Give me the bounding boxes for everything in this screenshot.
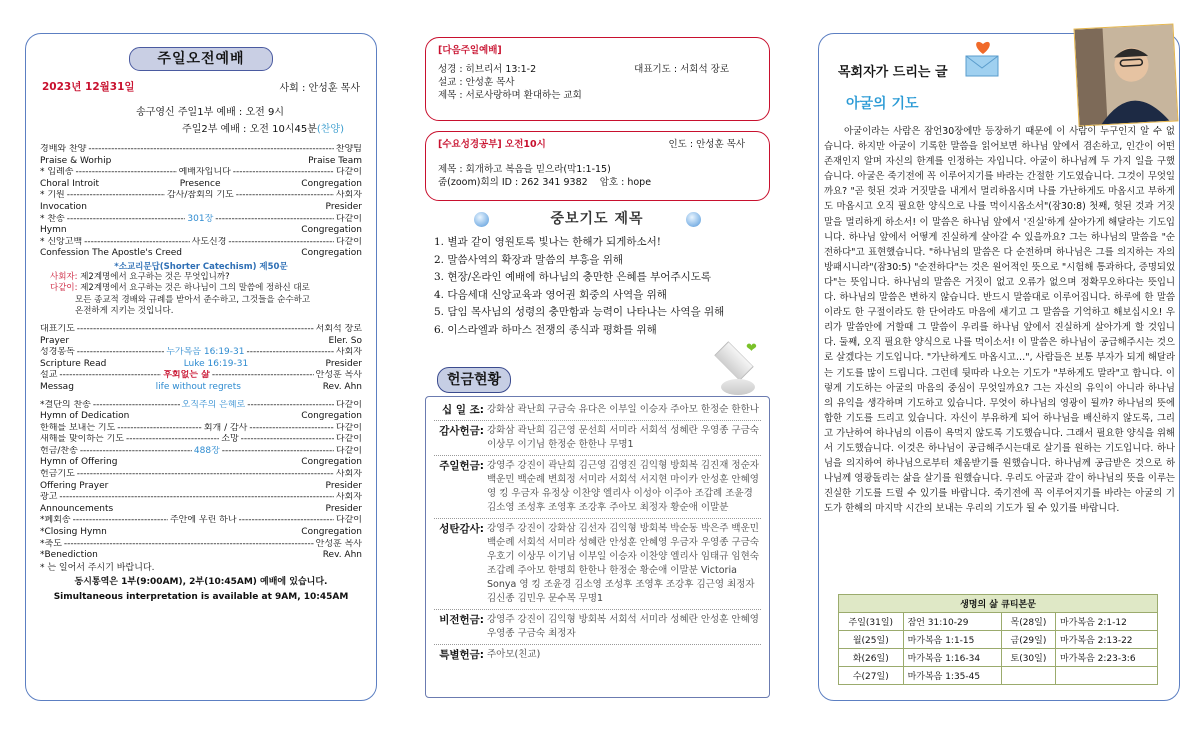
next-prayer: 대표기도 : 서회석 장로: [634, 64, 729, 75]
order-row-english: Choral Introit Presence Congregation: [40, 178, 362, 189]
order-row: 광고 ----- 사회자: [40, 492, 362, 504]
order-row-english: Praise & Worhip Praise Team: [40, 155, 362, 166]
intercession-list: [434, 234, 774, 339]
order-of-worship-part2: [40, 324, 362, 394]
offering-group: 십 일 조: 강화삼 곽난희 구금숙 유다은 이부일 이승자 주아모 한정순 한한나: [434, 400, 761, 421]
qt-table: [838, 594, 1158, 685]
order-row: 헌금기도 ----- 사회자: [40, 469, 362, 481]
answer-label: 다같이:: [50, 283, 78, 294]
bubble-icon-right: [686, 212, 701, 227]
intercession-item: 1. 별과 같이 영원토록 빛나는 한해가 되게하소서!: [434, 236, 661, 248]
qt-header: 생명의 삶 큐티본문: [839, 595, 1158, 613]
service-1-time: 송구영신 주일1부 예배 : 오전 9시: [136, 107, 284, 118]
date-row: [40, 79, 362, 94]
oval-decoration-icon: [721, 379, 755, 395]
interpretation-ko: 동시통역은 1부(9:00AM), 2부(10:45AM) 예배에 있습니다.: [74, 576, 328, 587]
offering-group: 특별헌금: 주아모(친교): [439, 649, 541, 661]
order-row: 경배와 찬양 ----- 찬양팀: [40, 144, 362, 156]
order-of-worship-part1: [40, 144, 362, 260]
qt-row: 월(25일) 마가복음 1:1-15 금(29일) 마가복음 2:13-22: [839, 631, 1158, 649]
order-row: 성경봉독 ----- 누가복음 16:19-31 ----- 사회자: [40, 347, 362, 359]
next-topic: 제목 : 서로사랑하며 환대하는 교회: [438, 90, 582, 101]
offering-group: 비전헌금: 강영주 강진이 김익형 방회복 서회석 서미라 성혜란 안성훈 안혜영 우영종 구금숙 최정자: [434, 610, 761, 645]
catechism-qa: [40, 272, 362, 318]
order-row: 설교 ----- 후회없는 삶 ----- 안성훈 목사: [40, 370, 362, 382]
question-label: 사회자:: [50, 271, 78, 282]
order-row: * 찬송 ----- 301장 ----- 다같이: [40, 214, 362, 226]
order-row: *축도 ----- 안성훈 목사: [40, 539, 362, 551]
article-title: 아굴의 기도: [846, 96, 919, 112]
catechism-heading: *소교리문답(Shorter Catechism) 제50문: [114, 261, 288, 272]
heart-icon: ❤: [746, 341, 757, 356]
worship-date: 2023년 12월31일: [42, 81, 135, 93]
qt-row: 화(26일) 마가복음 1:16-34 토(30일) 마가복음 2:23-3:6: [839, 649, 1158, 667]
order-row: 대표기도 ----- 서회석 장로: [40, 324, 362, 336]
order-row: *결단의 찬송 ----- 오직주의 은혜로 ----- 다같이: [40, 400, 362, 412]
envelope-heart-icon: [964, 38, 1002, 78]
order-of-worship-part3: [40, 400, 362, 562]
offering-group: 주일헌금: 강영주 강진이 곽난희 김근영 김영진 김익형 방회복 김진재 정순자 백운민 백순례 변희정 서미라 서회석 서지현 마이카 안성훈 안혜영 영 킹 우금자 유정상 이찬양 엘리사 이성아 이주아 조갑례 조윤경 김소영 조성후 조영후 조강후 주아모 최정자 황순애 이말분: [434, 456, 761, 519]
intercession-item: 4. 다음세대 신앙교육과 영어권 회중의 사역을 위해: [434, 288, 667, 301]
order-row: * 입례송 ----- 예배자입니다 ----- 다같이: [40, 167, 362, 179]
offering-group: 성탄감사: 강영주 강진이 강화삼 김선자 김익형 방회복 박순동 박은주 백운민 백순례 서회석 서미라 성혜란 안성훈 안혜영 우금자 우영종 구금숙 우호기 이상무 이기님 이부일 이승자 이찬양 엘리사 임태규 임현숙 조갑례 주아모 한명희 한한나 한정순 황순애 이말분 Victoria Sonya 영 킹 조윤경 김소영 조성후 조영후 조강후 김근영 최정자 김신종 김민우 문수목 무명1: [434, 519, 761, 610]
order-row-english: Messag life without regrets Rev. Ahn: [40, 381, 362, 392]
qt-row: 수(27일) 마가복음 1:35-45: [839, 667, 1158, 685]
order-row-english: Hymn of Dedication Congregation: [40, 411, 362, 422]
order-row: *폐회송 ----- 주안에 우린 하나 ----- 다같이: [40, 515, 362, 527]
intercession-item: 3. 현장/온라인 예배에 하나님의 충만한 은혜를 부어주시도록: [434, 271, 712, 283]
order-row: * 신앙고백 ----- 사도신경 ----- 다같이: [40, 237, 362, 249]
offering-group: 감사헌금: 강화삼 곽난희 김근영 문선희 서미라 서회석 성혜란 우영종 구금숙 이상무 이기님 한정순 한한나 무명1: [434, 421, 761, 456]
offering-title: 헌금현황: [437, 367, 511, 393]
worship-order-panel: [25, 33, 377, 701]
officiant: 사회 : 안성훈 목사: [279, 83, 360, 94]
question-text: 제2계명에서 요구하는 것은 무엇입니까?: [80, 271, 230, 282]
intercession-item: 6. 이스라엘과 하마스 전쟁의 종식과 평화를 위해: [434, 323, 657, 336]
order-row-english: Hymn Congregation: [40, 225, 362, 236]
order-row-english: *Closing Hymn Congregation: [40, 527, 362, 538]
order-row-english: Offering Prayer Presider: [40, 480, 362, 491]
offering-box: [425, 396, 770, 698]
order-row-english: Invocation Presider: [40, 201, 362, 212]
answer-text-1: 제2계명에서 요구하는 것은 하나님이 그의 말씀에 정하신 대로: [80, 283, 310, 294]
intercession-item: 5. 담임 목사님의 성령의 충만함과 능력이 나타나는 사역을 위해: [434, 306, 725, 318]
service-times: [40, 104, 344, 138]
order-row-english: Prayer Eler. So: [40, 335, 362, 346]
pastor-article: 아굴이라는 사람은 잠언30장에만 등장하기 때문에 이 사람이 누구인지 알 수 없습니다. 하지만 아굴이 기록한 말씀을 읽어보면 하나님 앞에서 겸손하고, 인간이 어떤 존재인지 알며 자신의 한계를 인정하는 자입니다. 아굴이 하나님께 두 가지 일을 구했습니다. 아굴은 죽기전에 꼭 이루어지기를 바라는 간절한 기도였습니다. 그것이 무엇일까요? "곧 헛된 것과 거짓말을 내게서 멀리하옵시며 나를 가난하게도 마옵시고 부하게도 마옵시고 오직 필요한 양식으로 나를 먹이시옵소서"(잠30:8) 첫째, 헛된 것과 거짓말을 멀리하게 하소서! 이 말씀은 하나님 앞에서 '진실'하게 살아가게 해달라는 기도입니다. 하나님 앞에서 어떻게 진실하게 살아갈 수 있을까요? 그는 하나님의 말씀을 "순전하다"고 표현했습니다. "하나님의 말씀은 다 순전하며 하나님은 그를 의지하는 자의 방패시니라"(잠30:5) "순전하다"는 것은 원어적인 뜻으로 "시험해 통과하다, 증명되었다"는 뜻입니다. 하나님의 말씀은 거짓이 없고 오류가 없으며 정확무오하다는 뜻입니다. 하나님의 말씀은 변하지 않습니다. 반드시 말씀대로 이루어집니다. 하루에 한 말씀이라도 한 구절이라도 한 단어라도 마음에 새기고 그 말씀을 기억하고 해보십시오! 우리가 말씀안에 거할때 그 말씀이 우리를 하나님 앞에서 진실하게 살아가게 할 것입니다. 둘째, 오직 필요한 양식으로 나를 먹이소서! 이 말씀은 하나님이 공급해주시는 것으로 살겠다는 기도입니다. "가난하게도 마옵시고…", 사람들은 보통 부자가 되게 해달라는 기도를 많이 드립니다. 그런데 뒷따라 나오는 기도가 "부하게도 말라"고 합니다. 이렇게 기도하는 아굴의 마음의 중심이 무엇일까요? 그는 자신의 유익이 아니라 하나님의 유익을 생각하며 기도하고 있습니다. 무엇이 하나님의 영광이 될까? 하나님의 뜻에 합한 기도를 드리고 있습니다. 자신이 부유하게 되어 하나님을 배신하지 않도록, 그리고 가난하여 하나님의 이름이 욕먹지 않도록 기도했습니다. 그래서 필요한 양식을 위해서 기도했습니다. 이것은 하나님이 공급해주시는대로 살기를 원하는 기도입니다. 하나님을 의지하여 하나님으로부터 채움받기를 원했습니다. 하나님께 공급받은 것으로 하나님께 영광돌리는 삶을 살기를 원했습니다. 우리도 아굴과 같이 하나님의 뜻을 이루는 진실한 기도를 드릴 수 있기를 바랍니다. 죽기전에 꼭 이루어지기를 바라는 아굴의 기도가 한해의 마지막 시간의 보내는 우리의 기도가 될 수 있기를 바랍니다.: [824, 126, 1175, 515]
order-row: 새해를 맞이하는 기도 ----- 소망 ----- 다같이: [40, 434, 362, 446]
wed-leader: 인도 : 안성훈 목사: [668, 139, 745, 150]
order-row-english: *Benediction Rev. Ahn: [40, 550, 362, 561]
order-row-english: Announcements Presider: [40, 503, 362, 514]
next-week-box: [425, 37, 770, 121]
pastor-photo: [1074, 23, 1179, 126]
order-row: 헌금/찬송 ----- 488장 ----- 다같이: [40, 446, 362, 458]
order-row-english: Scripture Read Luke 16:19-31 Presider: [40, 358, 362, 369]
wed-heading: [수요성경공부] 오전10시: [438, 139, 546, 150]
next-week-heading: [다음주일예배]: [438, 45, 502, 56]
wed-zoom: 줌(zoom)회의 ID : 262 341 9382 암호 : hope: [438, 177, 652, 188]
worship-title: 주일오전예배: [129, 47, 273, 71]
wed-topic: 제목 : 회개하고 복음을 믿으라(막1:1-15): [438, 164, 611, 175]
answer-text-2: 모든 종교적 경배와 규례를 받아서 준수하고, 그것들을 순수하고: [75, 294, 311, 305]
pastor-heading: 목회자가 드리는 글: [838, 65, 948, 80]
interpretation-en: Simultaneous interpretation is available at 9AM, 10:45AM: [53, 591, 349, 602]
intercession-item: 2. 말씀사역의 확장과 말씀의 부흥을 위해: [434, 253, 623, 266]
qt-row: 주일(31일) 잠언 31:10-29 목(28일) 마가복음 2:1-12: [839, 613, 1158, 631]
next-scripture: 성경 : 히브리서 13:1-2: [438, 64, 537, 75]
next-preacher: 설교 : 안성훈 목사: [438, 77, 515, 88]
order-row: * 기원 ----- 감사/참회의 기도 ----- 사회자: [40, 190, 362, 202]
order-row-english: Hymn of Offering Congregation: [40, 457, 362, 468]
intercession-title: 중보기도 제목: [550, 211, 644, 227]
order-row-english: Confession The Apostle's Creed Congregation: [40, 248, 362, 259]
order-row: 한해를 보내는 기도 ----- 회개 / 감사 ----- 다같이: [40, 423, 362, 435]
service-2-time: 주일2부 예배 : 오전 10시45분(찬양): [182, 124, 344, 135]
answer-text-3: 온전하게 지키는 것입니다.: [75, 306, 174, 317]
wednesday-study-box: [425, 131, 770, 201]
standing-note: * 는 일어서 주시기 바랍니다.: [40, 562, 155, 573]
